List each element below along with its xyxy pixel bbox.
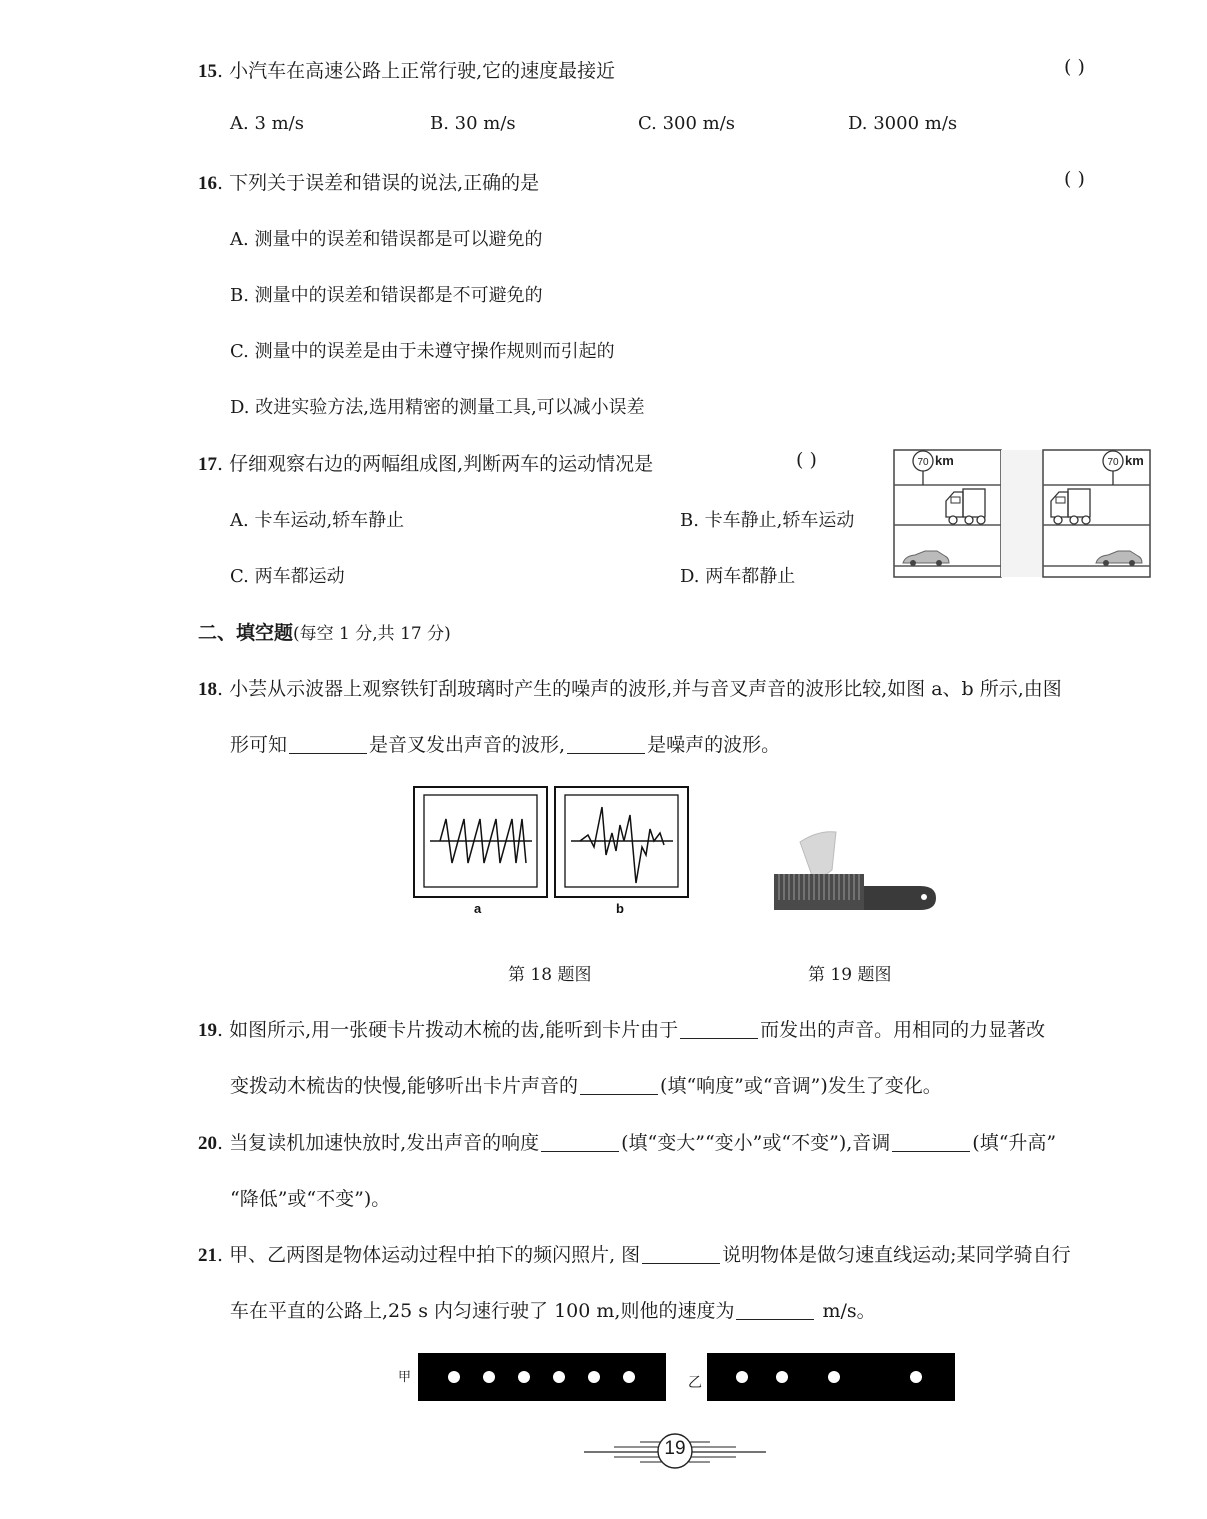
q15-option-b: B. 30 m/s (430, 113, 516, 134)
q15-option-c: C. 300 m/s (638, 113, 736, 134)
q19-text-2b: (填“响度”或“音调”)发生了变化。 (660, 1075, 942, 1097)
photo-yi (707, 1353, 955, 1401)
q15-option-d: D. 3000 m/s (848, 113, 958, 134)
waveform-a-panel (414, 787, 547, 897)
q19-line1 (198, 1015, 1045, 1042)
q20-blank-2[interactable] (892, 1133, 970, 1152)
q20-number: 20 (198, 1133, 217, 1154)
q19-line2 (230, 1071, 942, 1098)
q19-text-1b: 而发出的声音。用相同的力显著改 (760, 1019, 1046, 1041)
q16-option-c: C. 测量中的误差是由于未遵守操作规则而引起的 (230, 341, 615, 362)
q18-figure (412, 785, 692, 920)
q20-blank-1[interactable] (541, 1133, 619, 1152)
q15-option-a: A. 3 m/s (230, 113, 304, 134)
section2-heading (198, 618, 451, 645)
q17-figure (893, 448, 1153, 580)
q18-text-2b: 是音叉发出声音的波形, (369, 734, 566, 756)
q21-blank-1[interactable] (642, 1245, 720, 1264)
q17-option-b: B. 卡车静止,轿车运动 (680, 510, 855, 531)
q15-stem (198, 56, 615, 83)
waveform-b-label: b (616, 901, 624, 916)
q18-line2 (230, 730, 780, 757)
q21-line1 (198, 1240, 1071, 1267)
q15-text: . 小汽车在高速公路上正常行驶,它的速度最接近 (217, 60, 616, 82)
q19-figure (770, 826, 940, 918)
q16-option-a: A. 测量中的误差和错误都是可以避免的 (230, 229, 543, 250)
speed-sign-number: 70 (1107, 457, 1119, 468)
speed-sign-unit: km (935, 453, 954, 468)
q21-line2 (230, 1296, 876, 1323)
photo-yi-label: 乙 (688, 1375, 702, 1391)
section2-note: (每空 1 分,共 17 分) (293, 624, 451, 644)
section2-title: 二、填空题 (198, 622, 294, 644)
q21-blank-2[interactable] (736, 1301, 814, 1320)
q18-caption: 第 18 题图 (508, 965, 592, 985)
q19-text-1a: . 如图所示,用一张硬卡片拨动木梳的齿,能听到卡片由于 (217, 1019, 679, 1041)
q17-option-a: A. 卡车运动,轿车静止 (230, 510, 405, 531)
q21-text-2a: 车在平直的公路上,25 s 内匀速行驶了 100 m,则他的速度为 (230, 1300, 735, 1322)
page-number: 19 (664, 1438, 686, 1459)
q18-line1 (198, 674, 1062, 701)
q19-number: 19 (198, 1020, 217, 1041)
q20-text-1a: . 当复读机加速快放时,发出声音的响度 (217, 1132, 540, 1154)
q18-number: 18 (198, 679, 217, 700)
q15-answer-paren: ( ) (1064, 56, 1085, 78)
q20-line1 (198, 1128, 1056, 1155)
q20-line2: “降低”或“不变”)。 (230, 1188, 391, 1210)
photo-jia-label: 甲 (398, 1370, 412, 1385)
q21-text-1a: . 甲、乙两图是物体运动过程中拍下的频闪照片, 图 (217, 1244, 641, 1266)
q17-option-d: D. 两车都静止 (680, 566, 796, 587)
speed-sign-number: 70 (917, 457, 929, 468)
q18-blank-1[interactable] (289, 735, 367, 754)
q15-number: 15 (198, 61, 217, 82)
q17-panel-right (1043, 450, 1150, 577)
q19-text-2a: 变拨动木梳齿的快慢,能够听出卡片声音的 (230, 1075, 579, 1097)
q17-option-c: C. 两车都运动 (230, 566, 345, 587)
q16-number: 16 (198, 173, 217, 194)
q18-text-2a: 形可知 (230, 734, 288, 756)
q16-stem (198, 168, 539, 195)
q17-text: . 仔细观察右边的两幅组成图,判断两车的运动情况是 (217, 453, 654, 475)
q17-answer-paren: ( ) (796, 449, 817, 471)
q16-option-d: D. 改进实验方法,选用精密的测量工具,可以减小误差 (230, 397, 645, 418)
q20-text-1c: (填“升高” (972, 1132, 1057, 1154)
waveform-a-label: a (474, 901, 482, 916)
comb-icon (774, 874, 936, 910)
q18-blank-2[interactable] (567, 735, 645, 754)
q19-blank-2[interactable] (580, 1076, 658, 1095)
q17-panel-left (894, 450, 1001, 577)
q21-text-1b: 说明物体是做匀速直线运动;某同学骑自行 (722, 1244, 1071, 1266)
q16-text: . 下列关于误差和错误的说法,正确的是 (217, 172, 540, 194)
q17-number: 17 (198, 454, 217, 475)
speed-sign-unit: km (1125, 453, 1144, 468)
q18-text-2c: 是噪声的波形。 (647, 734, 781, 756)
q18-text-1: . 小芸从示波器上观察铁钉刮玻璃时产生的噪声的波形,并与音叉声音的波形比较,如图 a、b 所示,由图 (217, 678, 1062, 700)
q19-blank-1[interactable] (680, 1020, 758, 1039)
q20-text-1b: (填“变大”“变小”或“不变”),音调 (621, 1132, 891, 1154)
waveform-b-panel (555, 787, 688, 897)
q21-text-2b: m/s。 (816, 1300, 876, 1322)
q17-stem (198, 449, 653, 476)
photo-jia (418, 1353, 666, 1401)
q19-caption: 第 19 题图 (808, 965, 892, 985)
q16-answer-paren: ( ) (1064, 168, 1085, 190)
q16-option-b: B. 测量中的误差和错误都是不可避免的 (230, 285, 543, 306)
q21-number: 21 (198, 1245, 217, 1266)
